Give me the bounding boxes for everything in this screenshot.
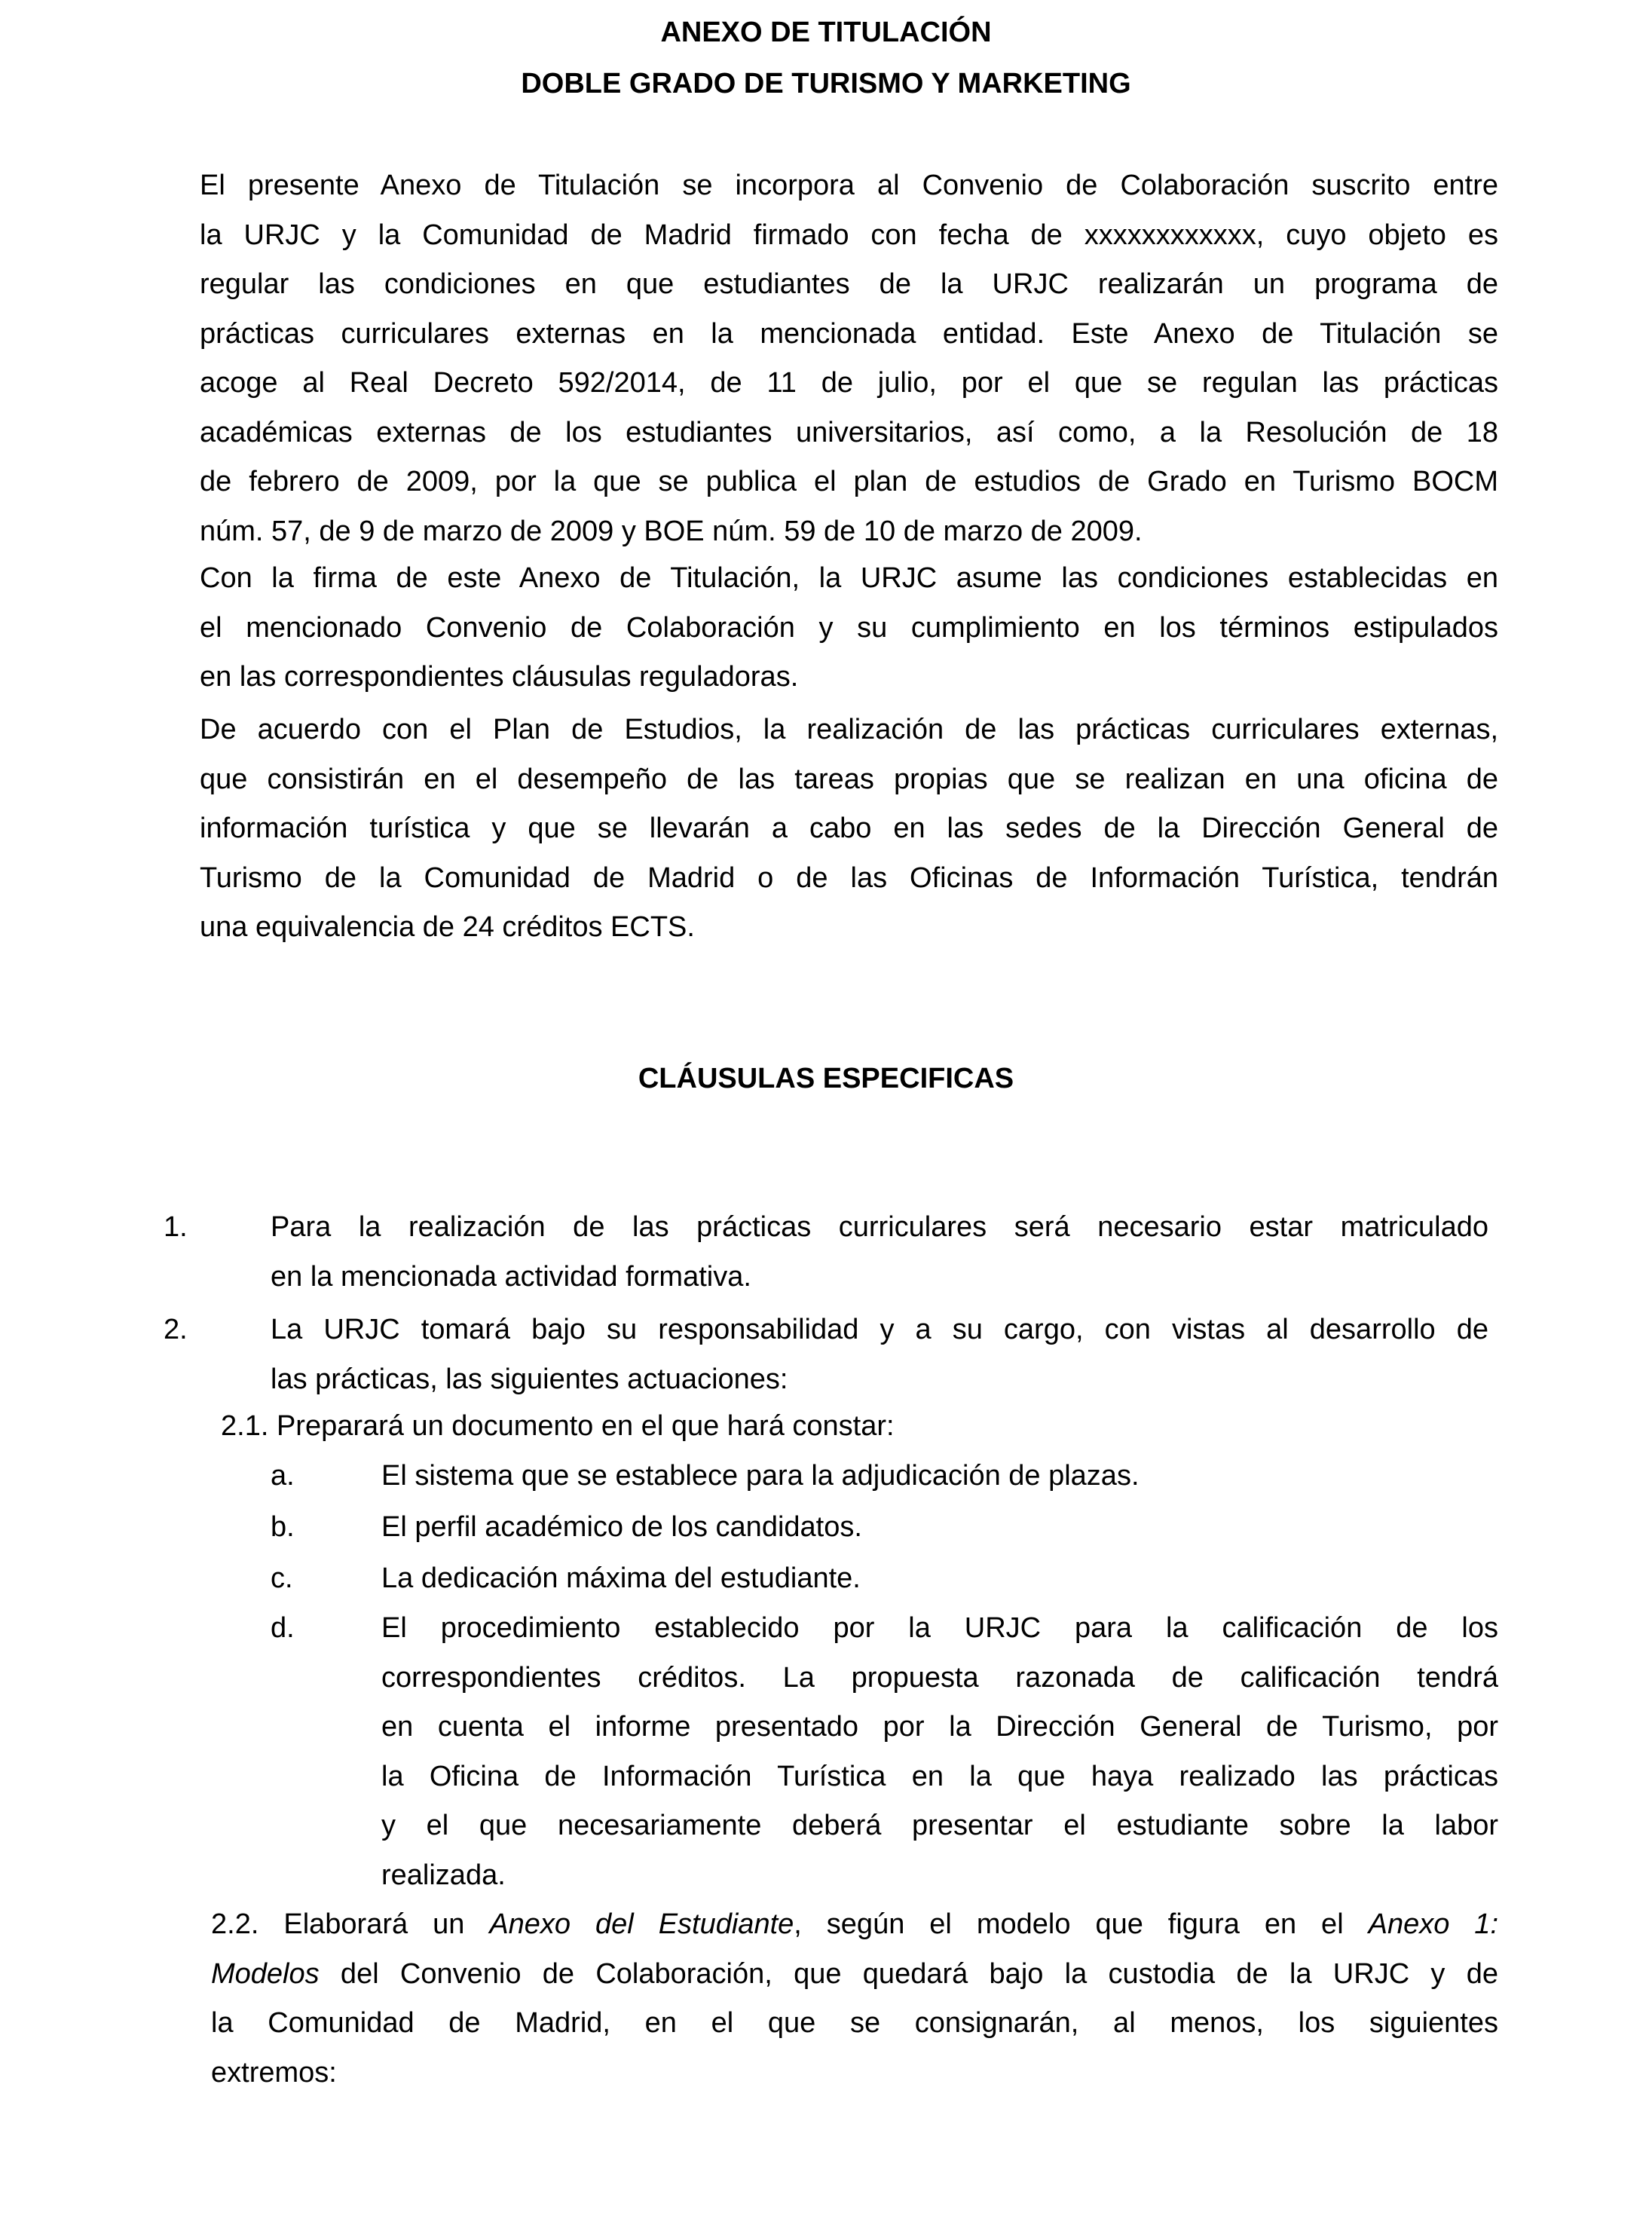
subclause-2-2-line bbox=[211, 1957, 1498, 1991]
clause-text-line: Para la realización de las prácticas curriculares será necesario estar matriculado bbox=[271, 1211, 1488, 1243]
section-title: CLÁUSULAS ESPECIFICAS bbox=[638, 1063, 1014, 1094]
intro-paragraph-line: una equivalencia de 24 créditos ECTS. bbox=[200, 911, 695, 943]
intro-paragraph-line: de febrero de 2009, por la que se publica el plan de estudios de Grado en Turismo BOCM bbox=[200, 466, 1498, 497]
subclause-2-2-line bbox=[211, 2055, 1498, 2090]
intro-paragraph-line: el mencionado Convenio de Colaboración y su cumplimiento en los términos estipulados bbox=[200, 611, 1498, 644]
clause-text-line: las prácticas, las siguientes actuaciones: bbox=[271, 1363, 788, 1395]
intro-paragraph-line: en las correspondientes cláusulas reguladoras. bbox=[200, 661, 799, 693]
intro-paragraph-line: De acuerdo con el Plan de Estudios, la realización de las prácticas curriculares externas, bbox=[200, 714, 1498, 745]
intro-paragraph-line: prácticas curriculares externas en la mencionada entidad. Este Anexo de Titulación se bbox=[200, 317, 1498, 350]
intro-paragraph-line: acoge al Real Decreto 592/2014, de 11 de julio, por el que se regulan las prácticas bbox=[200, 367, 1498, 399]
item-text-line: El perfil académico de los candidatos. bbox=[381, 1511, 862, 1543]
intro-paragraph-line: Turismo de la Comunidad de Madrid o de las Oficinas de Información Turística, tendrán bbox=[200, 862, 1498, 894]
item-text-line: correspondientes créditos. La propuesta razonada de calificación tendrá bbox=[381, 1661, 1498, 1694]
clause-text-line: en la mencionada actividad formativa. bbox=[271, 1260, 751, 1293]
subclause-2-1: 2.1. Preparará un documento en el que hará constar: bbox=[221, 1410, 895, 1442]
item-letter: b. bbox=[271, 1511, 295, 1543]
document-title: ANEXO DE TITULACIÓN bbox=[660, 17, 992, 48]
item-text-line: El procedimiento establecido por la URJC para la calificación de los bbox=[381, 1612, 1498, 1644]
intro-paragraph-line: regular las condiciones en que estudiantes de la URJC realizarán un programa de bbox=[200, 268, 1498, 300]
intro-paragraph-line: que consistirán en el desempeño de las tareas propias que se realizan en una oficina de bbox=[200, 763, 1498, 795]
intro-paragraph-line: la URJC y la Comunidad de Madrid firmado con fecha de xxxxxxxxxxxx, cuyo objeto es bbox=[200, 219, 1498, 251]
italic-reference: Anexo 1: bbox=[1368, 1908, 1498, 1940]
clause-number: 1. bbox=[164, 1211, 188, 1243]
item-letter: c. bbox=[271, 1562, 293, 1594]
italic-reference: Modelos bbox=[211, 1957, 320, 1990]
item-letter: a. bbox=[271, 1460, 295, 1492]
intro-paragraph-line: información turística y que se llevarán a cabo en las sedes de la Dirección General de bbox=[200, 813, 1498, 844]
intro-paragraph-line: académicas externas de los estudiantes universitarios, así como, a la Resolución de 18 bbox=[200, 416, 1498, 448]
italic-reference: Anexo del Estudiante bbox=[489, 1908, 794, 1940]
text-segment: del Convenio de Colaboración, que quedará bajo la custodia de la URJC y de bbox=[319, 1957, 1498, 1990]
intro-paragraph-line: El presente Anexo de Titulación se incorpora al Convenio de Colaboración suscrito entre bbox=[200, 170, 1498, 201]
text-segment: 2.2. Elaborará un bbox=[211, 1908, 490, 1940]
intro-paragraph-line: núm. 57, de 9 de marzo de 2009 y BOE núm. 59 de 10 de marzo de 2009. bbox=[200, 515, 1143, 547]
text-segment: extremos: bbox=[211, 2056, 337, 2089]
item-text-line: La dedicación máxima del estudiante. bbox=[381, 1562, 861, 1594]
item-letter: d. bbox=[271, 1612, 295, 1644]
intro-paragraph-line: Con la firma de este Anexo de Titulación, la URJC asume las condiciones establecidas en bbox=[200, 562, 1498, 594]
document-subtitle: DOBLE GRADO DE TURISMO Y MARKETING bbox=[521, 68, 1131, 99]
clause-number: 2. bbox=[164, 1314, 188, 1345]
clause-text-line: La URJC tomará bajo su responsabilidad y a su cargo, con vistas al desarrollo de bbox=[271, 1314, 1488, 1345]
subclause-2-2-line bbox=[211, 1907, 1498, 1942]
item-text-line: en cuenta el informe presentado por la Dirección General de Turismo, por bbox=[381, 1711, 1498, 1743]
item-text-line: y el que necesariamente deberá presentar el estudiante sobre la labor bbox=[381, 1810, 1498, 1841]
item-text-line: El sistema que se establece para la adjudicación de plazas. bbox=[381, 1460, 1140, 1492]
item-text-line: realizada. bbox=[381, 1859, 506, 1891]
text-segment: , según el modelo que figura en el bbox=[794, 1908, 1369, 1940]
subclause-2-2-line bbox=[211, 2006, 1498, 2040]
item-text-line: la Oficina de Información Turística en la que haya realizado las prácticas bbox=[381, 1760, 1498, 1792]
text-segment: la Comunidad de Madrid, en el que se consignarán, al menos, los siguientes bbox=[211, 2007, 1498, 2039]
